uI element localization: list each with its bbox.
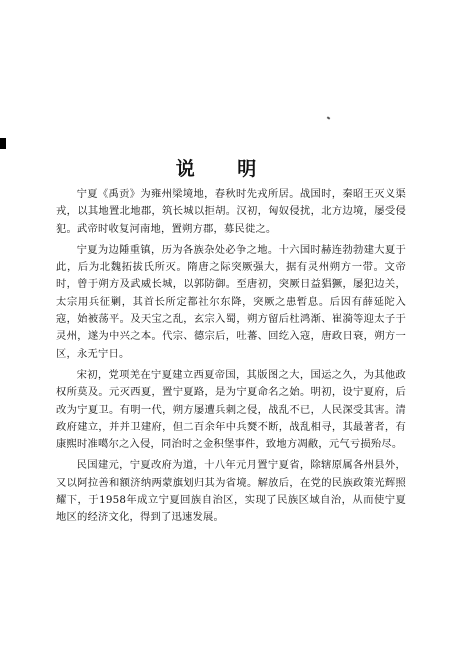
body-text — [56, 186, 406, 531]
binding-edge-mark — [0, 138, 6, 149]
scan-speck — [327, 116, 331, 119]
paragraph-3: 宋初，党项羌在宁夏建立西夏帝国，其版图之大，国运之久，为其他政权所莫及。元灭西夏，置宁夏路，是为宁夏命名之始。明初，设宁夏府，后改为宁夏卫。有明一代，朔方屡遭兵刺之侵，战乱不已，人民深受其害。清政府建立，并并卫建府，但二百余年中兵燹不断，战乱相寻，其最著者，有康熙时准噶尔之入侵，同治时之金积堡事件，致地方凋敝，元气亏损殆尽。 — [56, 368, 406, 451]
paragraph-1: 宁夏《禹贡》为雍州梁境地，春秋时先戎所居。战国时，秦昭王灭义渠戎，以其地置北地郡，筑长城以拒胡。汉初，匈奴侵扰，北方边境，屡受侵犯。武帝时收复河南地，置朔方郡，募民徙之。 — [56, 188, 406, 235]
paragraph-2: 宁夏为边陲重镇，历为各族杂处必争之地。十六国时赫连勃勃建大夏于此，后为北魏拓拔氏所灭。隋唐之际突厥强大，据有灵州朔方一带。文帝时，曾于朔方及武威长城，以郭防御。至唐初，突厥日益猖獗，屡犯边关，太宗用兵征剿，其首长所定都社尔东降，突厥之患暂息。后因有薛延陀入寇，始被荡平。及天宝之乱，玄宗入蜀，朔方留后杜鸿渐、崔漪等迎太子于灵州，遂为中兴之本。代宗、德宗后，吐蕃、回纥入寇，唐政日衰，朔方一区，永无宁日。 — [56, 243, 406, 360]
page-title: 说 明 — [175, 158, 275, 180]
paragraph-4: 民国建元，宁夏改府为道，十八年元月置宁夏省，除辖原属各州县外，又以阿拉善和额济纳两蒙旗划归其为省境。解放后，在党的民族政策光辉照耀下，于1958年成立宁夏回族自治区，实现了民族区域自治，从而使宁夏地区的经济文化，得到了迅速发展。 — [56, 459, 406, 524]
